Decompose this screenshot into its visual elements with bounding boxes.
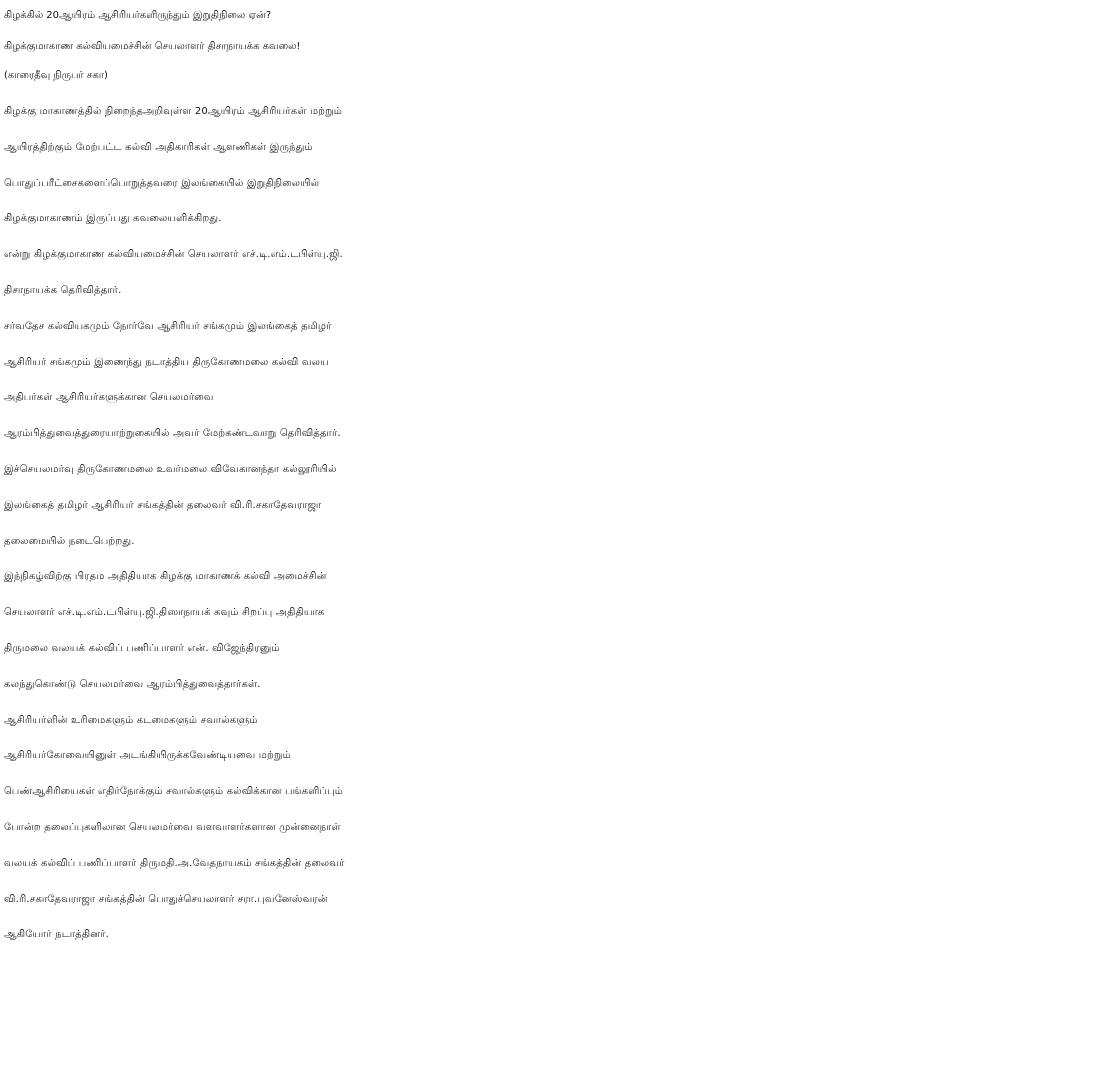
news-article	[4, 0, 1090, 953]
body-line: சர்வதேச கல்வியகமும் நோர்வே ஆசிரியர் சங்கமும் இலங்கைத் தமிழர்	[4, 320, 332, 332]
body-line: வி.ரி.சகாதேவராஜா சங்கத்தின் பொதுச்செயலாளர் சரா.புவனேஸ்வரன்	[4, 893, 328, 905]
body-line: பொதுப்பரீட்சைகளைப்பொறுத்தவரை இலங்கையில் இறுதிநிலையில்	[4, 177, 320, 189]
body-line: திசாநாயக்க தெரிவித்தார்.	[4, 284, 122, 296]
body-line: இச்செயலமர்வு திருகோணமலை உவர்மலை விவேகானந்தா கல்லூரியில்	[4, 463, 337, 475]
body-line: இலங்கைத் தமிழர் ஆசிரியர் சங்கத்தின் தலைவர் வி.ரி.சகாதேவராஜா	[4, 499, 322, 511]
body-line: செயலாளர் எச்.டி.எம்.டபிள்யு.ஜி.திஸாநாயக் கவும் சிறப்பு அதிதியாக	[4, 607, 325, 619]
byline: (காரைதீவு நிருபர் சகா)	[4, 70, 108, 81]
body-line: பெண்ஆசிரியைகள் எதிர்நோக்கும் சவால்களும் கல்விக்கான பங்களிப்பும்	[4, 786, 343, 798]
body-line: போன்ற தலைப்புகளிலான செயலமர்வை வளவாளர்களான முன்னைநாள்	[4, 821, 341, 833]
body-line: கலந்துகொண்டு செயலமர்வை ஆரம்பித்துவைத்தார்கள்.	[4, 678, 261, 690]
body-line: என்று கிழக்குமாகாண கல்வியமைச்சின் செயலாளர் எச்.டி.எம்.டபிள்யு.ஜி.	[4, 249, 343, 261]
body-line: ஆசிரியர்கோவையினுள் அடங்கியிருக்கவேண்டியவை மற்றும்	[4, 750, 291, 762]
subheadline: கிழக்குமாகாண கல்வியமைச்சின் செயலாளர் திசாநாயக்க கவலை!	[4, 41, 301, 52]
body-line: தலைமையில் நடைபெற்றது.	[4, 535, 135, 547]
body-line: ஆசிரியர்ளின் உரிமைகளும் கடமைகளும் சவால்களும்	[4, 714, 258, 726]
body-line: ஆகியோர் நடாத்தினர்.	[4, 929, 109, 941]
headline: கிழக்கில் 20ஆயிரம் ஆசிரியர்களிருந்தும் இறுதிநிலை ஏன்?	[4, 10, 272, 21]
body-line: திருமலை வலயக் கல்விப் பணிப்பாளர் என். விஜேந்திரனும்	[4, 642, 280, 654]
body-line: இந்நிகழ்விற்கு பிரதம அதிதியாக கிழக்கு மாகாணக் கல்வி அமைச்சின்	[4, 571, 327, 583]
body-line: கிழக்கு மாகாணத்தில் நிறைந்தஅறிவுள்ள 20ஆயிரம் ஆசிரியர்கள் மற்றும்	[4, 106, 342, 117]
article-body	[4, 94, 1090, 953]
body-line: வலயக் கல்விப் பணிப்பாளர் திருமதி.அ.வேதநாயகம் சங்கத்தின் தலைவர்	[4, 857, 345, 869]
body-line: ஆசிரியர் சங்கமும் இணைந்து நடாத்திய திருகோணமலை கல்வி வலய	[4, 356, 329, 368]
body-line: அதிபர்கள் ஆசிரியர்களுக்கான செயலமர்வை	[4, 392, 214, 404]
body-line: ஆரம்பித்துவைத்துரையாற்றுகையில் அவர் மேற்கண்டவாறு தெரிவித்தார்.	[4, 428, 341, 440]
body-line: ஆயிரத்திற்கும் மேற்பட்ட கல்வி அதிகாரிகள் ஆளணிகள் இருந்தும்	[4, 141, 313, 153]
body-line: கிழக்குமாகாணம் இருப்பது கவலையளிக்கிறது.	[4, 213, 222, 225]
